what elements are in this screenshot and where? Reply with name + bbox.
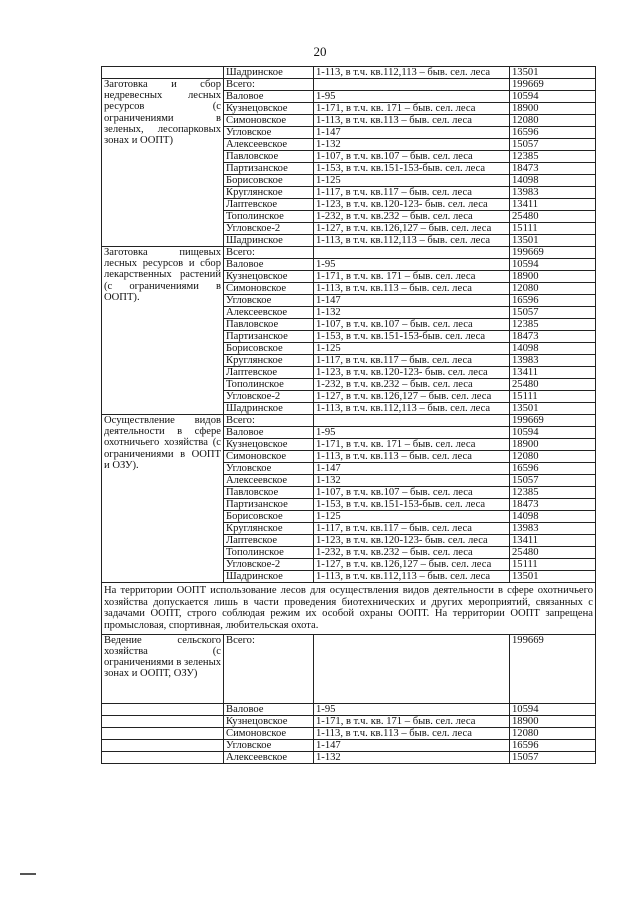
- area-cell: 18473: [510, 163, 596, 175]
- area-cell: 16596: [510, 127, 596, 139]
- forestry-cell: Угловское-2: [224, 391, 314, 403]
- quarters-cell: 1-117, в т.ч. кв.117 – быв. сел. леса: [314, 523, 510, 535]
- forestry-cell: Угловское: [224, 739, 314, 751]
- quarters-cell: 1-171, в т.ч. кв. 171 – быв. сел. леса: [314, 715, 510, 727]
- area-cell: 15111: [510, 559, 596, 571]
- table-row: [102, 727, 596, 739]
- area-cell: 18900: [510, 103, 596, 115]
- forestry-cell: Тополинское: [224, 547, 314, 559]
- area-cell: 12080: [510, 283, 596, 295]
- forestry-cell: Всего:: [224, 634, 314, 703]
- quarters-cell: 1-113, в т.ч. кв.113 – быв. сел. леса: [314, 115, 510, 127]
- page-number: 20: [313, 44, 327, 59]
- table-row: [102, 79, 596, 91]
- quarters-cell: 1-117, в т.ч. кв.117 – быв. сел. леса: [314, 355, 510, 367]
- quarters-cell: 1-127, в т.ч. кв.126,127 – быв. сел. леса: [314, 391, 510, 403]
- forest-use-table: [101, 66, 596, 764]
- area-cell: 13983: [510, 355, 596, 367]
- quarters-cell: 1-113, в т.ч. кв.112,113 – быв. сел. леса: [314, 403, 510, 415]
- quarters-cell: 1-123, в т.ч. кв.120-123- быв. сел. леса: [314, 535, 510, 547]
- forestry-cell: Борисовское: [224, 511, 314, 523]
- quarters-cell: 1-95: [314, 703, 510, 715]
- quarters-cell: 1-132: [314, 139, 510, 151]
- table-body: [102, 67, 596, 764]
- quarters-cell: 1-132: [314, 475, 510, 487]
- area-cell: 16596: [510, 739, 596, 751]
- forestry-cell: Борисовское: [224, 175, 314, 187]
- forestry-cell: Симоновское: [224, 283, 314, 295]
- activity-cell: Ведение сельского хозяйства (с ограничениями в зеленых зонах и ООПТ, ОЗУ): [102, 634, 224, 703]
- area-cell: 199669: [510, 634, 596, 703]
- activity-cell: [102, 67, 224, 79]
- area-cell: 25480: [510, 211, 596, 223]
- quarters-cell: 1-125: [314, 175, 510, 187]
- activity-cell: [102, 751, 224, 763]
- quarters-cell: 1-125: [314, 343, 510, 355]
- scan-edge-mark: [20, 873, 36, 875]
- activity-cell: Заготовка и сбор недревесных лесных ресурсов (с ограничениями в зеленых, лесопарковых зонах и ООПТ): [102, 79, 224, 247]
- quarters-cell: 1-123, в т.ч. кв.120-123- быв. сел. леса: [314, 367, 510, 379]
- table-row: [102, 739, 596, 751]
- forestry-cell: Угловское-2: [224, 223, 314, 235]
- quarters-cell: [314, 79, 510, 91]
- table-row: [102, 634, 596, 703]
- area-cell: 13983: [510, 523, 596, 535]
- forestry-cell: Павловское: [224, 487, 314, 499]
- forestry-cell: Партизанское: [224, 499, 314, 511]
- hunting-note: На территории ООПТ использование лесов для осуществления видов деятельности в сфере охотничьего хозяйства допускается лишь в части проведения биотехнических и других мероприятий, связанных с задачами ООПТ, строго соблюдая режим их особой охраны ООПТ. На территории ООПТ запрещена промысловая, спортивная, любительская охота.: [102, 583, 596, 635]
- forestry-cell: Алексеевское: [224, 475, 314, 487]
- area-cell: 13501: [510, 235, 596, 247]
- forestry-cell: Партизанское: [224, 331, 314, 343]
- quarters-cell: 1-117, в т.ч. кв.117 – быв. сел. леса: [314, 187, 510, 199]
- area-cell: 10594: [510, 703, 596, 715]
- quarters-cell: 1-171, в т.ч. кв. 171 – быв. сел. леса: [314, 439, 510, 451]
- forestry-cell: Павловское: [224, 319, 314, 331]
- area-cell: 15057: [510, 307, 596, 319]
- quarters-cell: 1-232, в т.ч. кв.232 – быв. сел. леса: [314, 547, 510, 559]
- area-cell: 12385: [510, 487, 596, 499]
- area-cell: 199669: [510, 79, 596, 91]
- forestry-cell: Симоновское: [224, 451, 314, 463]
- forestry-cell: Всего:: [224, 415, 314, 427]
- forestry-cell: Партизанское: [224, 163, 314, 175]
- activity-cell: [102, 715, 224, 727]
- quarters-cell: 1-153, в т.ч. кв.151-153-быв. сел. леса: [314, 331, 510, 343]
- area-cell: 13501: [510, 403, 596, 415]
- quarters-cell: 1-132: [314, 307, 510, 319]
- forestry-cell: Всего:: [224, 79, 314, 91]
- forestry-cell: Круглянское: [224, 187, 314, 199]
- quarters-cell: 1-113, в т.ч. кв.113 – быв. сел. леса: [314, 451, 510, 463]
- forestry-cell: Кузнецовское: [224, 103, 314, 115]
- forestry-cell: Павловское: [224, 151, 314, 163]
- quarters-cell: 1-147: [314, 127, 510, 139]
- forestry-cell: Лаптевское: [224, 199, 314, 211]
- area-cell: 14098: [510, 343, 596, 355]
- area-cell: 16596: [510, 295, 596, 307]
- area-cell: 14098: [510, 511, 596, 523]
- quarters-cell: 1-147: [314, 295, 510, 307]
- quarters-cell: 1-232, в т.ч. кв.232 – быв. сел. леса: [314, 211, 510, 223]
- quarters-cell: 1-113, в т.ч. кв.113 – быв. сел. леса: [314, 727, 510, 739]
- area-cell: 13411: [510, 367, 596, 379]
- forestry-cell: Борисовское: [224, 343, 314, 355]
- quarters-cell: 1-107, в т.ч. кв.107 – быв. сел. леса: [314, 151, 510, 163]
- area-cell: 12080: [510, 451, 596, 463]
- forestry-cell: Симоновское: [224, 727, 314, 739]
- quarters-cell: 1-107, в т.ч. кв.107 – быв. сел. леса: [314, 487, 510, 499]
- quarters-cell: [314, 247, 510, 259]
- forestry-cell: Алексеевское: [224, 139, 314, 151]
- area-cell: 18900: [510, 271, 596, 283]
- forestry-cell: Всего:: [224, 247, 314, 259]
- area-cell: 12080: [510, 727, 596, 739]
- table-row: [102, 715, 596, 727]
- quarters-cell: [314, 634, 510, 703]
- area-cell: 13983: [510, 187, 596, 199]
- area-cell: 12385: [510, 319, 596, 331]
- quarters-cell: 1-232, в т.ч. кв.232 – быв. сел. леса: [314, 379, 510, 391]
- forestry-cell: Шадринское: [224, 67, 314, 79]
- quarters-cell: 1-171, в т.ч. кв. 171 – быв. сел. леса: [314, 103, 510, 115]
- quarters-cell: 1-147: [314, 739, 510, 751]
- forestry-cell: Шадринское: [224, 403, 314, 415]
- activity-cell: [102, 739, 224, 751]
- area-cell: 18473: [510, 499, 596, 511]
- quarters-cell: [314, 415, 510, 427]
- table-row: [102, 703, 596, 715]
- area-cell: 25480: [510, 379, 596, 391]
- activity-cell: Осуществление видов деятельности в сфере охотничьего хозяйства (с ограничениями в ООПТ и ОЗУ).: [102, 415, 224, 583]
- quarters-cell: 1-147: [314, 463, 510, 475]
- area-cell: 18473: [510, 331, 596, 343]
- area-cell: 13501: [510, 67, 596, 79]
- quarters-cell: 1-123, в т.ч. кв.120-123- быв. сел. леса: [314, 199, 510, 211]
- area-cell: 12385: [510, 151, 596, 163]
- table-row: [102, 415, 596, 427]
- forestry-cell: Лаптевское: [224, 535, 314, 547]
- quarters-cell: 1-107, в т.ч. кв.107 – быв. сел. леса: [314, 319, 510, 331]
- forestry-cell: Симоновское: [224, 115, 314, 127]
- quarters-cell: 1-113, в т.ч. кв.112,113 – быв. сел. леса: [314, 571, 510, 583]
- forestry-cell: Валовое: [224, 91, 314, 103]
- quarters-cell: 1-113, в т.ч. кв.112,113 – быв. сел. леса: [314, 235, 510, 247]
- area-cell: 15057: [510, 751, 596, 763]
- quarters-cell: 1-113, в т.ч. кв.112,113 – быв. сел. леса: [314, 67, 510, 79]
- forestry-cell: Угловское: [224, 463, 314, 475]
- table-row: [102, 67, 596, 79]
- quarters-cell: 1-95: [314, 259, 510, 271]
- quarters-cell: 1-153, в т.ч. кв.151-153-быв. сел. леса: [314, 499, 510, 511]
- area-cell: 15111: [510, 223, 596, 235]
- forestry-cell: Алексеевское: [224, 307, 314, 319]
- quarters-cell: 1-125: [314, 511, 510, 523]
- quarters-cell: 1-95: [314, 427, 510, 439]
- forestry-cell: Тополинское: [224, 379, 314, 391]
- quarters-cell: 1-127, в т.ч. кв.126,127 – быв. сел. леса: [314, 559, 510, 571]
- quarters-cell: 1-95: [314, 91, 510, 103]
- forestry-cell: Валовое: [224, 427, 314, 439]
- area-cell: 25480: [510, 547, 596, 559]
- area-cell: 199669: [510, 247, 596, 259]
- area-cell: 13411: [510, 535, 596, 547]
- activity-cell: [102, 703, 224, 715]
- area-cell: 16596: [510, 463, 596, 475]
- area-cell: 13501: [510, 571, 596, 583]
- area-cell: 13411: [510, 199, 596, 211]
- forestry-cell: Кузнецовское: [224, 271, 314, 283]
- forestry-cell: Угловское: [224, 127, 314, 139]
- forestry-cell: Круглянское: [224, 523, 314, 535]
- area-cell: 10594: [510, 259, 596, 271]
- quarters-cell: 1-153, в т.ч. кв.151-153-быв. сел. леса: [314, 163, 510, 175]
- area-cell: 15111: [510, 391, 596, 403]
- forestry-cell: Кузнецовское: [224, 439, 314, 451]
- forestry-cell: Шадринское: [224, 571, 314, 583]
- area-cell: 12080: [510, 115, 596, 127]
- quarters-cell: 1-127, в т.ч. кв.126,127 – быв. сел. леса: [314, 223, 510, 235]
- forestry-cell: Круглянское: [224, 355, 314, 367]
- area-cell: 14098: [510, 175, 596, 187]
- note-row: [102, 583, 596, 635]
- forestry-cell: Шадринское: [224, 235, 314, 247]
- area-cell: 18900: [510, 715, 596, 727]
- forestry-cell: Угловское: [224, 295, 314, 307]
- activity-cell: Заготовка пищевых лесных ресурсов и сбор лекарственных растений (с ограничениями в ООПТ).: [102, 247, 224, 415]
- area-cell: 15057: [510, 139, 596, 151]
- forestry-cell: Лаптевское: [224, 367, 314, 379]
- forestry-cell: Угловское-2: [224, 559, 314, 571]
- activity-cell: [102, 727, 224, 739]
- area-cell: 15057: [510, 475, 596, 487]
- forestry-cell: Кузнецовское: [224, 715, 314, 727]
- forestry-cell: Валовое: [224, 703, 314, 715]
- quarters-cell: 1-113, в т.ч. кв.113 – быв. сел. леса: [314, 283, 510, 295]
- area-cell: 199669: [510, 415, 596, 427]
- table-row: [102, 247, 596, 259]
- area-cell: 10594: [510, 91, 596, 103]
- table-row: [102, 751, 596, 763]
- quarters-cell: 1-171, в т.ч. кв. 171 – быв. сел. леса: [314, 271, 510, 283]
- quarters-cell: 1-132: [314, 751, 510, 763]
- forestry-cell: Валовое: [224, 259, 314, 271]
- area-cell: 18900: [510, 439, 596, 451]
- area-cell: 10594: [510, 427, 596, 439]
- forestry-cell: Тополинское: [224, 211, 314, 223]
- forestry-cell: Алексеевское: [224, 751, 314, 763]
